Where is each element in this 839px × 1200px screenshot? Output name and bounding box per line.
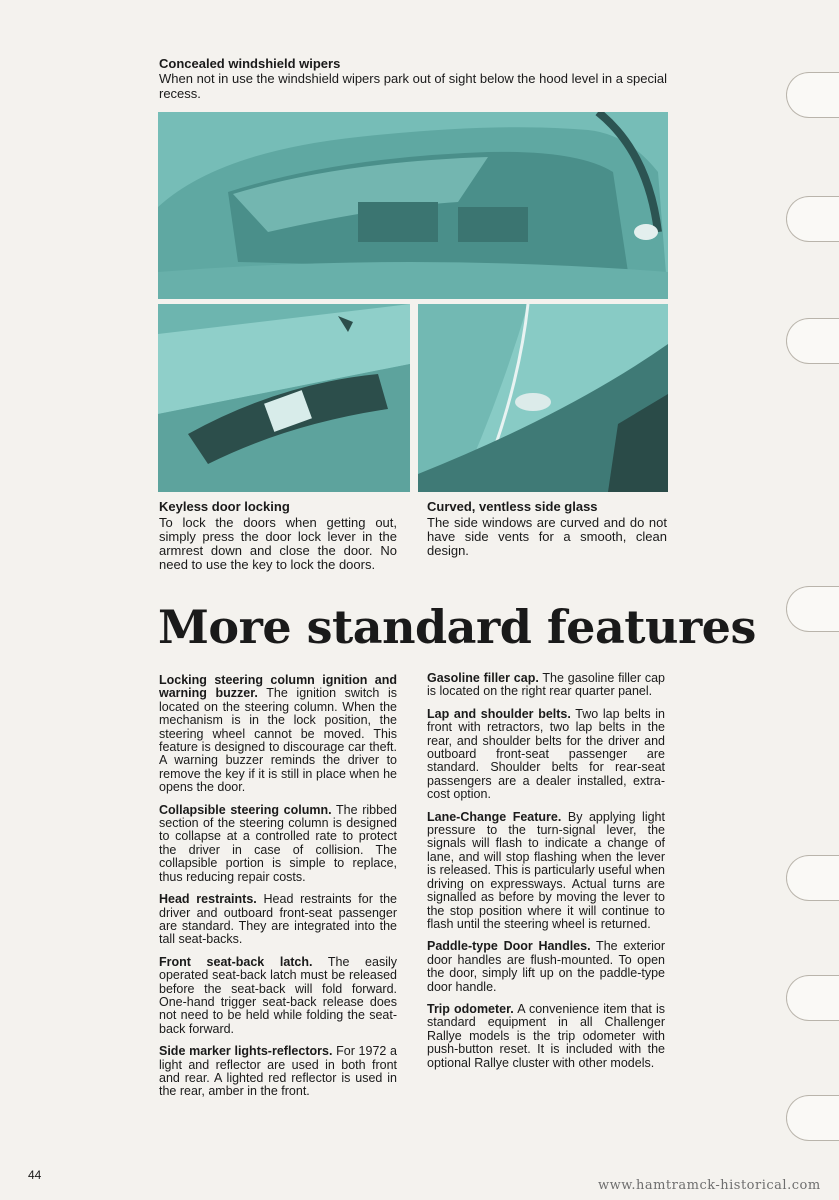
feature-body: A convenience item that is standard equipment in all Challenger Rallye models is the trip odometer with push-button reset. It is included with the optional Rallye cluster with other models.: [427, 1001, 665, 1070]
top-feature: [159, 56, 679, 101]
section-heading: More standard features: [158, 600, 756, 654]
binder-hole: [786, 975, 839, 1021]
feature-item: [159, 804, 397, 884]
binder-hole: [786, 318, 839, 364]
feature-title: Paddle-type Door Handles.: [427, 939, 591, 954]
binder-hole: [786, 72, 839, 118]
feature-item: [159, 893, 397, 947]
binder-hole: [786, 196, 839, 242]
feature-body: The gasoline filler cap is located on the right rear quarter panel.: [427, 671, 666, 699]
side-glass-caption-body: The side windows are curved and do not have side vents for a smooth, clean design.: [427, 515, 667, 558]
keyless-door-caption-title: Keyless door locking: [159, 499, 290, 514]
feature-title: Lane-Change Feature.: [427, 809, 562, 824]
binder-hole: [786, 855, 839, 901]
feature-body: The easily operated seat-back latch must be released before the seat-back will fold forward. One-hand trigger seat-back release does not need to be held while folding the seat-back forward.: [159, 954, 398, 1036]
top-feature-title: Concealed windshield wipers: [159, 56, 341, 71]
feature-body: The exterior door handles are flush-mounted. To open the door, simply lift up on the paddle-type door handle.: [427, 939, 665, 994]
feature-title: Front seat-back latch.: [159, 954, 313, 969]
feature-title: Gasoline filler cap.: [427, 671, 539, 685]
feature-body: Head restraints for the driver and outboard front-seat passenger are standard. They are integrated into the tall seat-backs.: [159, 892, 397, 947]
feature-item: [427, 940, 665, 994]
right-feature-column: [427, 672, 665, 1079]
feature-title: Trip odometer.: [427, 1001, 514, 1016]
feature-body: The ribbed section of the steering column is designed to collapse at a controlled rate to protect the driver in case of collision. The collapsible portion is simple to replace, thus reducing repair costs.: [159, 802, 397, 884]
feature-item: [159, 674, 397, 795]
side-glass-caption-title: Curved, ventless side glass: [427, 499, 598, 514]
site-watermark: www.hamtramck-historical.com: [598, 1178, 821, 1193]
feature-title: Collapsible steering column.: [159, 802, 332, 817]
feature-title: Locking steering column ignition and warning buzzer.: [159, 673, 397, 701]
binder-hole: [786, 1095, 839, 1141]
windshield-photo: [158, 112, 668, 299]
feature-body: Two lap belts in front with retractors, two lap belts in the rear, and shoulder belts for the driver and outboard front-seat passenger are standard. Shoulder belts for rear-seat passengers are a dealer installed, extra-cost option.: [427, 706, 666, 802]
keyless-door-caption-body: To lock the doors when getting out, simply press the door lock lever in the armrest down and close the door. No need to use the key to lock the doors.: [159, 515, 397, 572]
feature-item: [159, 956, 397, 1036]
page-number: 44: [28, 1168, 42, 1182]
feature-item: [427, 708, 665, 802]
side-glass-caption: [427, 500, 667, 558]
feature-item: [427, 811, 665, 932]
feature-title: Side marker lights-reflectors.: [159, 1044, 333, 1059]
feature-body: For 1972 a light and reflector are used in both front and rear. A lighted red reflector is used in the rear, amber in the front.: [159, 1044, 397, 1099]
side-glass-photo: [418, 304, 668, 492]
feature-item: [427, 1003, 665, 1070]
feature-body: The ignition switch is located on the steering column. When the mechanism is in the lock position, the steering wheel cannot be moved. This feature is designed to discourage car theft. A warning buzzer reminds the driver to remove the key if it is still in place when he opens the door.: [159, 686, 398, 795]
feature-title: Head restraints.: [159, 892, 257, 907]
top-feature-body: When not in use the windshield wipers park out of sight below the hood level in a special recess.: [159, 71, 668, 101]
left-feature-column: [159, 674, 397, 1108]
feature-title: Lap and shoulder belts.: [427, 706, 571, 721]
binder-hole: [786, 586, 839, 632]
door-lock-photo: [158, 304, 410, 492]
keyless-door-caption: [159, 500, 397, 572]
feature-item: [427, 672, 665, 699]
feature-item: [159, 1045, 397, 1099]
feature-body: By applying light pressure to the turn-signal lever, the signals will flash to indicate a change of lane, and will stop flashing when the lever is released. This is particularly useful when driving on expressways. Actual turns are signalled as before by moving the lever to the stop position where it will continue to flash until the steering wheel is returned.: [427, 809, 665, 931]
